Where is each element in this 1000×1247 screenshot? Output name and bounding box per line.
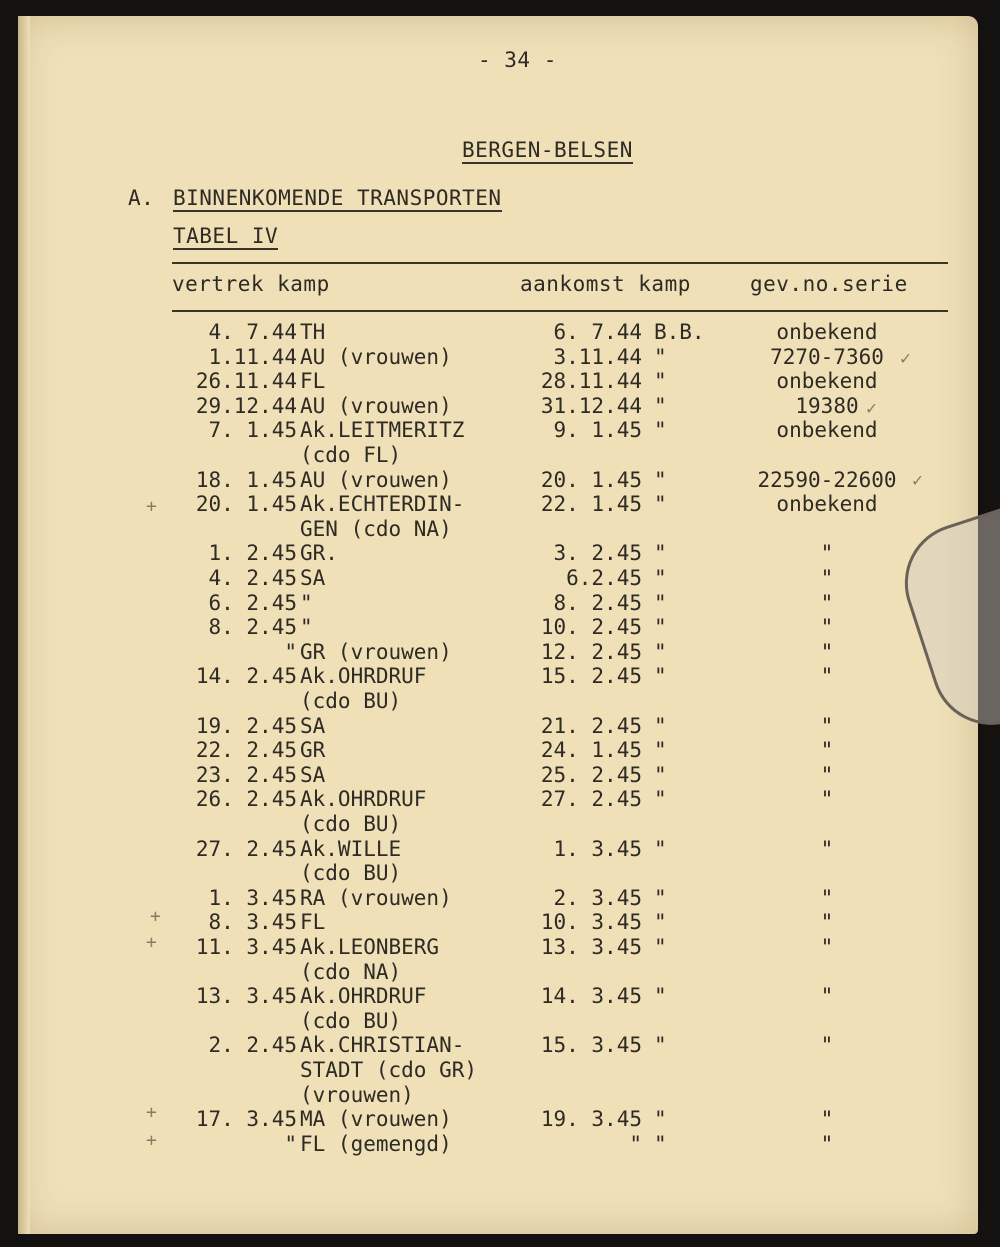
check-mark-icon: ✓: [866, 398, 877, 419]
departure-date: ": [284, 1131, 297, 1156]
prisoner-number-series: onbekend: [776, 492, 878, 517]
plus-mark-icon: +: [146, 932, 157, 953]
departure-camp: (cdo NA): [300, 959, 402, 984]
prisoner-number-series: ": [820, 935, 834, 959]
prisoner-number-series: ": [820, 836, 834, 861]
prisoner-number-series: ": [820, 566, 834, 590]
page-title: BERGEN-BELSEN: [462, 138, 633, 162]
column-header-serie: gev.no.serie: [750, 272, 908, 296]
table-row: [0, 812, 1000, 838]
departure-camp: ": [300, 590, 313, 615]
arrival-camp: ": [654, 664, 667, 689]
arrival-camp: ": [654, 935, 667, 959]
departure-date: 20. 1.45: [195, 492, 297, 517]
table-row: [0, 1132, 1000, 1158]
prisoner-number-series: ": [820, 885, 834, 910]
prisoner-number-series: ": [820, 615, 834, 640]
departure-camp: GR.: [300, 541, 338, 566]
departure-date: 18. 1.45: [195, 467, 297, 492]
arrival-date: 31.12.44: [540, 393, 642, 418]
table-row: [0, 984, 1000, 1010]
departure-camp: Ak.ECHTERDIN-: [300, 492, 465, 517]
arrival-camp: ": [654, 344, 667, 369]
table-row: [0, 345, 1000, 371]
table-row: [0, 1009, 1000, 1035]
departure-date: 2. 2.45: [208, 1033, 297, 1058]
section-letter: A.: [128, 186, 155, 210]
page-number: - 34 -: [478, 48, 557, 72]
prisoner-number-series: ": [820, 590, 834, 615]
departure-date: 17. 3.45: [195, 1107, 297, 1132]
table-row: [0, 566, 1000, 592]
table-row: [0, 738, 1000, 764]
table-row: [0, 640, 1000, 666]
departure-camp: GEN (cdo NA): [300, 516, 452, 541]
table-top-rule: [172, 262, 948, 264]
departure-camp: Ak.OHRDRUF: [300, 664, 427, 689]
departure-date: 26.11.44: [195, 369, 297, 394]
departure-camp: AU (vrouwen): [300, 344, 452, 369]
prisoner-number-series: onbekend: [776, 369, 878, 394]
departure-camp: (vrouwen): [300, 1082, 414, 1107]
table-row: [0, 689, 1000, 715]
arrival-camp: ": [654, 615, 667, 640]
plus-mark-icon: +: [146, 1102, 157, 1123]
arrival-camp: ": [654, 541, 667, 566]
arrival-date: 13. 3.45: [540, 935, 642, 959]
table-row: [0, 517, 1000, 543]
arrival-date: 3.11.44: [553, 344, 642, 369]
arrival-camp: ": [654, 467, 667, 492]
arrival-date: 6.2.45: [566, 566, 642, 590]
check-mark-icon: ✓: [912, 470, 923, 491]
prisoner-number-series: ": [820, 1131, 834, 1156]
departure-camp: FL (gemengd): [300, 1131, 452, 1156]
prisoner-number-series: 22590-22600: [757, 467, 897, 492]
prisoner-number-series: ": [820, 762, 834, 787]
arrival-camp: ": [654, 418, 667, 443]
check-mark-icon: ✓: [900, 348, 911, 369]
arrival-camp: ": [654, 393, 667, 418]
departure-camp: (cdo BU): [300, 689, 402, 713]
departure-date: 22. 2.45: [195, 738, 297, 763]
table-row: [0, 418, 1000, 444]
arrival-camp: ": [654, 762, 667, 787]
departure-date: 1. 2.45: [208, 541, 297, 566]
arrival-date: 2. 3.45: [553, 885, 642, 910]
arrival-date: 8. 2.45: [553, 590, 642, 615]
prisoner-number-series: onbekend: [776, 320, 878, 344]
table-row: [0, 763, 1000, 789]
table-row: [0, 541, 1000, 567]
arrival-camp: ": [654, 590, 667, 615]
departure-date: 4. 7.44: [208, 320, 297, 344]
departure-camp: Ak.LEITMERITZ: [300, 418, 465, 443]
arrival-date: 9. 1.45: [553, 418, 642, 443]
departure-date: 8. 2.45: [208, 615, 297, 640]
departure-camp: STADT (cdo GR): [300, 1058, 478, 1082]
arrival-camp: B.B.: [654, 320, 705, 344]
arrival-camp: ": [654, 836, 667, 861]
departure-date: 13. 3.45: [195, 984, 297, 1009]
arrival-date: 10. 2.45: [540, 615, 642, 640]
departure-date: 7. 1.45: [208, 418, 297, 443]
table-row: [0, 910, 1000, 936]
departure-camp: (cdo FL): [300, 443, 402, 467]
arrival-camp: ": [654, 639, 667, 664]
arrival-date: 10. 3.45: [540, 910, 642, 935]
column-header-vertrek: vertrek kamp: [172, 272, 330, 296]
arrival-date: 15. 3.45: [540, 1033, 642, 1058]
arrival-date: 12. 2.45: [540, 639, 642, 664]
departure-camp: SA: [300, 566, 326, 590]
departure-date: 29.12.44: [195, 393, 297, 418]
prisoner-number-series: ": [820, 1107, 834, 1132]
table-header-rule: [172, 310, 948, 312]
departure-camp: Ak.LEONBERG: [300, 935, 440, 959]
prisoner-number-series: ": [820, 738, 834, 763]
table-row: [0, 369, 1000, 395]
arrival-camp: ": [654, 1131, 667, 1156]
departure-date: 26. 2.45: [195, 787, 297, 812]
prisoner-number-series: ": [820, 910, 834, 935]
arrival-date: ": [629, 1131, 642, 1156]
prisoner-number-series: ": [820, 984, 834, 1009]
table-row: [0, 837, 1000, 863]
prisoner-number-series: ": [820, 1033, 834, 1058]
arrival-camp: ": [654, 369, 667, 394]
table-row: [0, 1083, 1000, 1109]
table-row: [0, 443, 1000, 469]
arrival-date: 27. 2.45: [540, 787, 642, 812]
table-row: [0, 935, 1000, 961]
departure-camp: Ak.OHRDRUF: [300, 787, 427, 812]
table-row: [0, 861, 1000, 887]
departure-camp: TH: [300, 320, 326, 344]
departure-camp: MA (vrouwen): [300, 1107, 452, 1132]
arrival-date: 14. 3.45: [540, 984, 642, 1009]
arrival-date: 28.11.44: [540, 369, 642, 394]
departure-date: 19. 2.45: [195, 713, 297, 738]
arrival-date: 3. 2.45: [553, 541, 642, 566]
departure-date: 27. 2.45: [195, 836, 297, 861]
table-row: [0, 1033, 1000, 1059]
arrival-camp: ": [654, 566, 667, 590]
arrival-camp: ": [654, 787, 667, 812]
departure-date: 6. 2.45: [208, 590, 297, 615]
departure-camp: SA: [300, 762, 326, 787]
prisoner-number-series: ": [820, 713, 834, 738]
table-row: [0, 714, 1000, 740]
departure-camp: ": [300, 615, 313, 640]
arrival-camp: ": [654, 738, 667, 763]
plus-mark-icon: +: [146, 496, 157, 517]
arrival-camp: ": [654, 492, 667, 517]
plus-mark-icon: +: [146, 1130, 157, 1151]
departure-date: 4. 2.45: [208, 566, 297, 590]
departure-date: 8. 3.45: [208, 910, 297, 935]
arrival-date: 22. 1.45: [540, 492, 642, 517]
table-label: TABEL IV: [173, 224, 279, 248]
arrival-camp: ": [654, 1107, 667, 1132]
arrival-camp: ": [654, 984, 667, 1009]
table-row: [0, 886, 1000, 912]
departure-camp: RA (vrouwen): [300, 885, 452, 910]
table-row: [0, 615, 1000, 641]
table-row: [0, 492, 1000, 518]
departure-camp: Ak.CHRISTIAN-: [300, 1033, 465, 1058]
departure-camp: (cdo BU): [300, 812, 402, 836]
arrival-date: 19. 3.45: [540, 1107, 642, 1132]
departure-camp: FL: [300, 369, 326, 394]
arrival-date: 15. 2.45: [540, 664, 642, 689]
departure-date: 14. 2.45: [195, 664, 297, 689]
arrival-date: 6. 7.44: [553, 320, 642, 344]
table-row: [0, 591, 1000, 617]
departure-camp: GR: [300, 738, 326, 763]
table-row: [0, 1107, 1000, 1133]
column-header-aankomst: aankomst kamp: [520, 272, 691, 296]
arrival-date: 20. 1.45: [540, 467, 642, 492]
arrival-camp: ": [654, 713, 667, 738]
departure-camp: (cdo BU): [300, 1008, 402, 1033]
departure-date: 1. 3.45: [208, 885, 297, 910]
arrival-camp: ": [654, 1033, 667, 1058]
arrival-date: 21. 2.45: [540, 713, 642, 738]
departure-camp: Ak.OHRDRUF: [300, 984, 427, 1009]
table-row: [0, 1058, 1000, 1084]
departure-camp: SA: [300, 713, 326, 738]
departure-date: 1.11.44: [208, 344, 297, 369]
departure-camp: Ak.WILLE: [300, 836, 402, 861]
arrival-date: 24. 1.45: [540, 738, 642, 763]
section-title: BINNENKOMENDE TRANSPORTEN: [173, 186, 502, 210]
departure-camp: GR (vrouwen): [300, 639, 452, 664]
departure-camp: AU (vrouwen): [300, 467, 452, 492]
departure-date: 11. 3.45: [195, 935, 297, 959]
prisoner-number-series: onbekend: [776, 418, 878, 443]
prisoner-number-series: ": [820, 639, 834, 664]
arrival-camp: ": [654, 910, 667, 935]
table-row: [0, 394, 1000, 420]
arrival-date: 1. 3.45: [553, 836, 642, 861]
prisoner-number-series: ": [820, 541, 834, 566]
departure-camp: (cdo BU): [300, 861, 402, 886]
prisoner-number-series: 7270-7360: [770, 344, 884, 369]
departure-date: ": [284, 639, 297, 664]
arrival-date: 25. 2.45: [540, 762, 642, 787]
table-row: [0, 468, 1000, 494]
departure-camp: AU (vrouwen): [300, 393, 452, 418]
departure-camp: FL: [300, 910, 326, 935]
table-row: [0, 787, 1000, 813]
prisoner-number-series: ": [820, 787, 834, 812]
departure-date: 23. 2.45: [195, 762, 297, 787]
prisoner-number-series: 19380: [795, 393, 859, 418]
plus-mark-icon: +: [150, 906, 161, 927]
table-row: [0, 320, 1000, 346]
table-row: [0, 960, 1000, 986]
prisoner-number-series: ": [820, 664, 834, 689]
arrival-camp: ": [654, 885, 667, 910]
table-row: [0, 664, 1000, 690]
